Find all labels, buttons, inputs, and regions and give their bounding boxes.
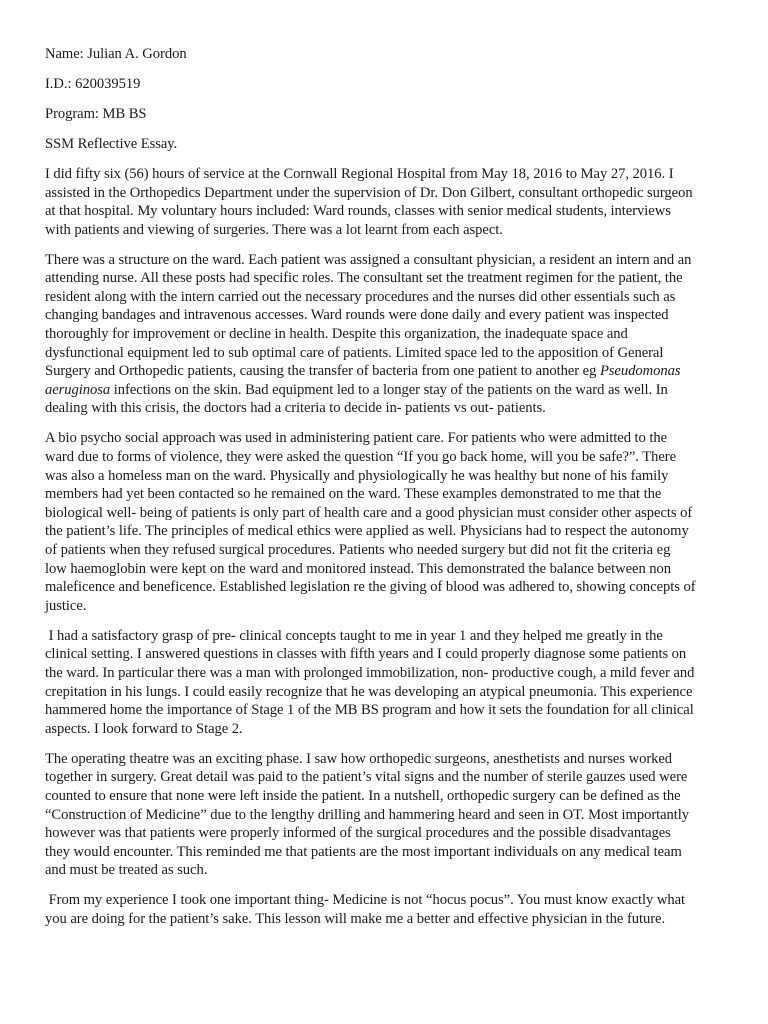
text-line: biological well- being of patients is only part of health care and a good physician must consider other aspects of <box>45 504 693 521</box>
text-run: Surgery and Orthopedic patients, causing the transfer of bacteria from one patient to another eg <box>45 363 600 380</box>
text-line: together in surgery. Great detail was paid to the patient’s vital signs and the number of sterile gauzes used were <box>45 769 688 786</box>
text-line: counted to ensure that none were left inside the patient. In a nutshell, orthopedic surgery can be defined as the <box>45 787 681 804</box>
text-line: thoroughly for improvement or decline in health. Despite this organization, the inadequate space and <box>45 326 628 343</box>
text-line: resident along with the intern carried out the necessary procedures and the nurses did other essentials such as <box>45 288 676 305</box>
italic-term: aeruginosa <box>45 381 111 398</box>
text-line: was also a homeless man on the ward. Physically and physiologically he was healthy but none of his family <box>45 467 669 484</box>
text-line: A bio psycho social approach was used in administering patient care. For patients who were admitted to the <box>45 430 668 447</box>
paragraph-biopsychosocial <box>45 429 725 615</box>
text-line: I did fifty six (56) hours of service at the Cornwall Regional Hospital from May 18, 2016 to May 27, 2016. I <box>45 165 674 182</box>
text-line: clinical setting. I answered questions in classes with fifth years and I could properly diagnose some patients on <box>45 646 687 663</box>
text-line: low haemoglobin were kept on the ward and monitored instead. This demonstrated the balance between non <box>45 560 672 577</box>
text-line: dealing with this crisis, the doctors had a criteria to decide in- patients vs out- patients. <box>45 400 546 417</box>
text-line: “Construction of Medicine” due to the lengthy drilling and hammering heard and seen in OT. Most importantly <box>45 806 690 823</box>
essay-body <box>45 45 725 940</box>
text-line: with patients and viewing of surgeries. There was a lot learnt from each aspect. <box>45 221 503 238</box>
text-line: you are doing for the patient’s sake. This lesson will make me a better and effective physician in the future. <box>45 910 666 927</box>
student-name: Name: Julian A. Gordon <box>45 46 187 62</box>
text-line: justice. <box>45 597 87 614</box>
text-line: ward due to forms of violence, they were asked the question “If you go back home, will you be safe?”. There <box>45 449 677 466</box>
text-line: dysfunctional equipment led to sub optimal care of patients. Limited space led to the apposition of General <box>45 344 664 361</box>
text-line: they would encounter. This reminded me that patients are the most important individuals on any medical team <box>45 843 682 860</box>
paragraph-conclusion <box>45 891 725 928</box>
text-line: The operating theatre was an exciting phase. I saw how orthopedic surgeons, anesthetists and nurses worked <box>45 750 673 767</box>
text-line-mixed <box>45 381 725 400</box>
paragraph-service-hours <box>45 165 725 239</box>
text-line: From my experience I took one important thing- Medicine is not “hocus pocus”. You must know exactly what <box>45 892 686 909</box>
text-line: the patient’s life. The principles of medical ethics were applied as well. Physicians had to respect the autonomy <box>45 523 689 540</box>
text-line: changing bandages and intravenous accesses. Ward rounds were done daily and every patient was inspected <box>45 307 669 324</box>
text-line-mixed <box>45 362 725 381</box>
text-line: at that hospital. My voluntary hours included: Ward rounds, classes with senior medical students, interviews <box>45 203 671 220</box>
paragraph-operating-theatre <box>45 750 725 880</box>
program: Program: MB BS <box>45 105 147 122</box>
text-line: members had yet been contacted so he remained on the ward. These examples demonstrated to me that the <box>45 486 662 503</box>
student-id: I.D.: 620039519 <box>45 75 141 92</box>
text-line: assisted in the Orthopedics Department under the supervision of Dr. Don Gilbert, consultant orthopedic surgeon <box>45 184 693 201</box>
paragraph-preclinical <box>45 627 725 739</box>
text-line: attending nurse. All these posts had specific roles. The consultant set the treatment regimen for the patient, the <box>45 270 683 287</box>
italic-term: Pseudomonas <box>599 363 681 380</box>
text-line: of patients when they refused surgical procedures. Patients who needed surgery but did not fit the criteria eg <box>45 542 671 558</box>
text-line: There was a structure on the ward. Each patient was assigned a consultant physician, a resident an intern and an <box>45 251 692 268</box>
paragraph-ward-structure <box>45 251 725 418</box>
text-line: I had a satisfactory grasp of pre- clinical concepts taught to me in year 1 and they helped me greatly in the <box>45 627 663 644</box>
text-line: aspects. I look forward to Stage 2. <box>45 720 243 737</box>
text-line: maleficence and beneficence. Established legislation re the giving of blood was adhered to, showing concepts of <box>45 579 696 596</box>
text-line: the ward. In particular there was a man with prolonged immobilization, non- productive cough, a mild fever and <box>45 664 695 681</box>
text-run: infections on the skin. Bad equipment led to a longer stay of the patients on the ward as well. In <box>110 381 668 398</box>
text-line: however was that patients were properly informed of the surgical procedures and the possible disadvantages <box>45 825 671 842</box>
text-line: crepitation in his lungs. I could easily recognize that he was developing an atypical pneumonia. This experience <box>45 683 693 700</box>
text-line: and must be treated as such. <box>45 862 208 879</box>
essay-title: SSM Reflective Essay. <box>45 135 178 152</box>
text-line: hammered home the importance of Stage 1 of the MB BS program and how it sets the foundation for all clinical <box>45 702 694 719</box>
